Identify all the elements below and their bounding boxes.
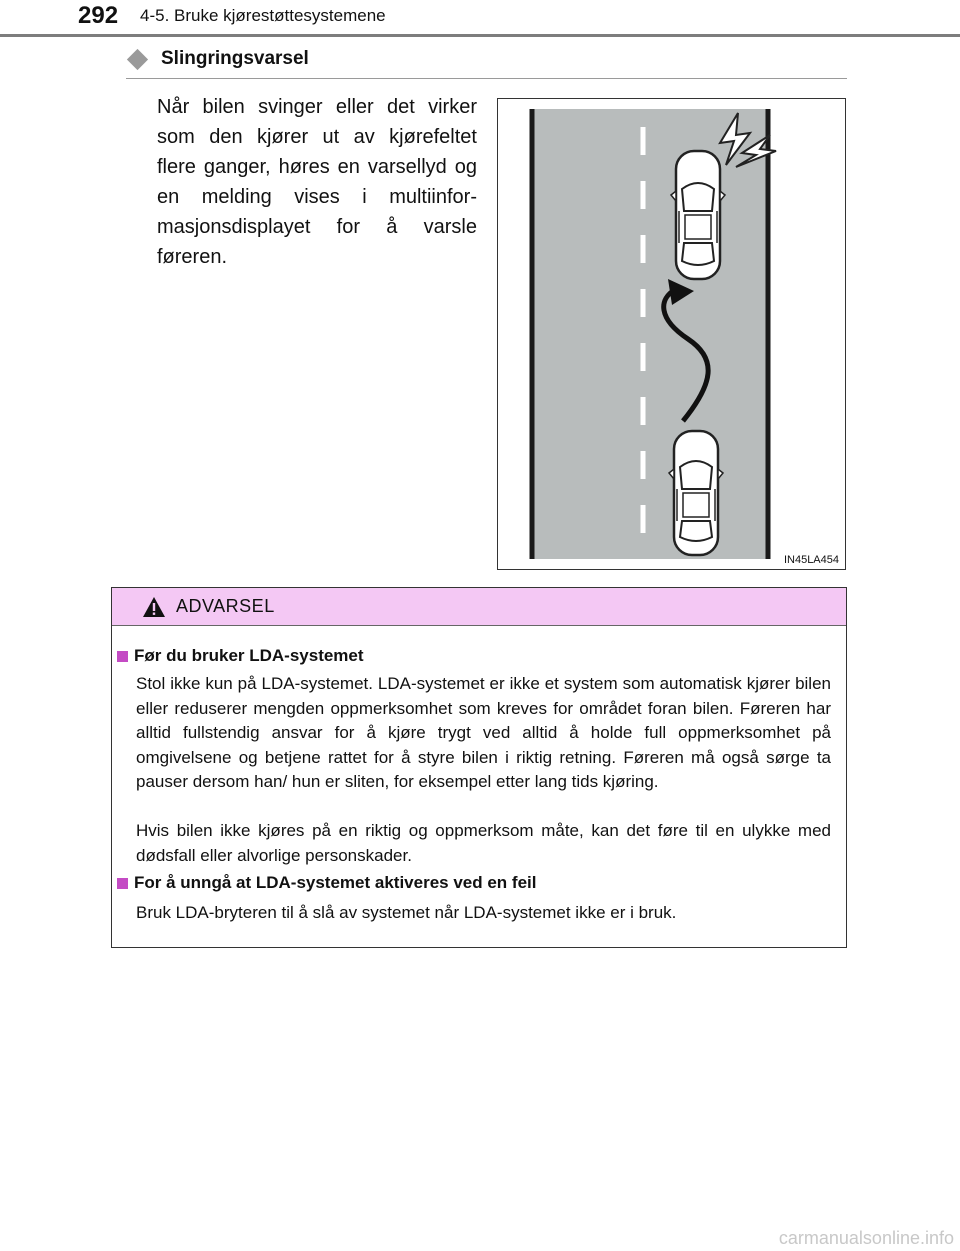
road-illustration [498,99,845,569]
warning-title: ADVARSEL [176,596,275,616]
section-rule [126,78,847,79]
warning-paragraph: Stol ikke kun på LDA-systemet. LDA-systemet er ikke et system som automatisk kjører bilen eller reduserer mengden oppmerksomhet som kreves for området foran bilen. Føreren har alltid fullstendig ansvar for å kjøre trygt ved alltid å holde full oppmerksomhet på omgivelsene og betjene rattet for å styre bilen i riktig retning. Føreren må også sørge ta pauser dersom han/ hun er sliten, for eksempel etter lang tids kjøring. [136,674,831,791]
road-icon [530,109,770,559]
watermark: carmanualsonline.info [778,1228,954,1248]
page-number: 292 [78,2,119,29]
warning-header [112,588,846,626]
car-icon [671,151,725,279]
warning-triangle-icon [142,596,166,618]
diamond-icon [127,48,148,69]
warning-paragraph: Bruk LDA-bryteren til å slå av systemet når LDA-systemet ikke er i bruk. [136,903,677,922]
square-bullet-icon [117,878,128,889]
section-body: Når bilen svinger eller det virker som den kjører ut av kjørefeltet flere ganger, høres en varsellyd og en melding vises i multiinformasjonsdisplayet for å varsle føreren. [157,96,477,268]
section-heading [126,48,309,70]
lane-departure-figure [497,98,846,570]
figure-code: IN45LA454 [783,554,839,566]
car-icon [669,431,723,555]
warning-subheading: For å unngå at LDA-systemet aktiveres ved en feil [117,873,536,893]
warning-paragraph: Hvis bilen ikke kjøres på en riktig og oppmerksom måte, kan det føre til en ulykke med dødsfall eller alvorlige personskader. [136,821,831,865]
warning-subheading: Før du bruker LDA-systemet [117,646,364,666]
chapter-title: 4-5. Bruke kjørestøttesystemene [140,6,386,25]
square-bullet-icon [117,651,128,662]
warning-box [111,587,847,948]
section-title: Slingringsvarsel [161,48,309,69]
header-rule [0,34,960,37]
